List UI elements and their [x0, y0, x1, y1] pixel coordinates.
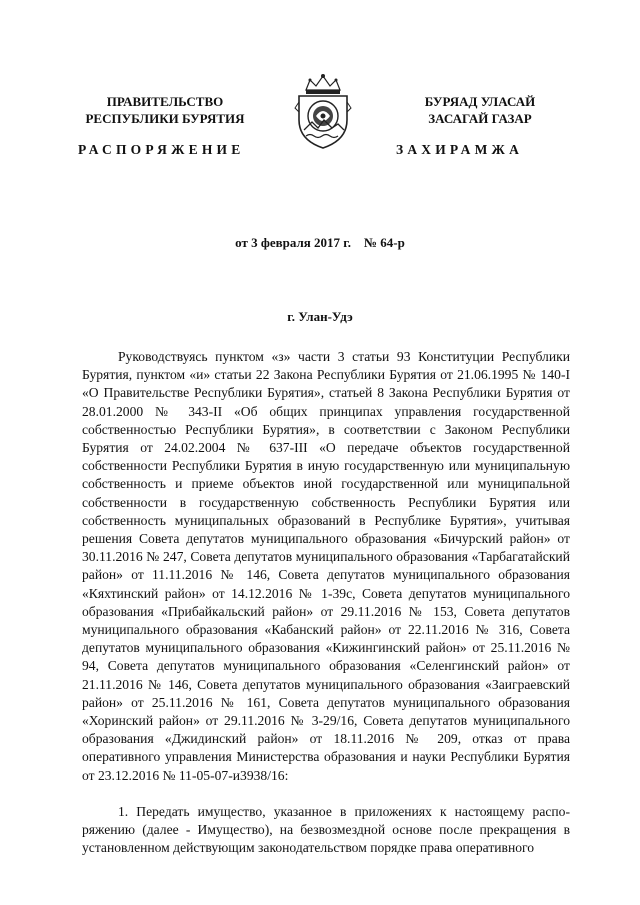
document-city: г. Улан-Удэ	[287, 309, 353, 324]
document-type-buryat: ЗАХИРАМЖА	[396, 142, 524, 157]
document-date-and-number: от 3 февраля 2017 г. № 64-р	[235, 235, 405, 250]
government-name-buryat-line-1: БУРЯАД УЛАСАЙ	[424, 94, 536, 109]
government-name-buryat	[370, 93, 590, 127]
body-paragraph-preamble: Руководствуясь пунктом «з» части 3 статьи 93 Конституции Республики Бурятия, пунктом «и» статьи 22 Закона Республики Бурятия от 21.06.1995 № 140-I «О Правительстве Республики Бурятия», статьей 8 Закона Республики Бурятия от 28.01.2000 № 343-II «Об общих принципах управления государственной собственностью Республики Бурятия», в соответствии с Законом Республики Бурятия от 24.02.2004 № 637-III «О передаче объектов государственной собственности Республики Бурятия в иную государственную или муниципальную собственность и приеме объектов иной государственной или муниципальной собственности в государственную собственность Республики Бурятия или собственность муниципальных образований в Республике Бурятия», учитывая решения Совета депутатов муниципального образования «Бичурский район» от 30.11.2016 № 247, Совета депутатов муниципального образования «Тарбагатайский район» от 11.11.2016 № 146, Совета депутатов муниципального образования «Кяхтинский район» от 14.12.2016 № 1-39с, Совета депутатов муниципального образования «Прибайкальский район» от 29.11.2016 № 153, Совета депутатов муниципального образования «Кабанский район» от 22.11.2016 № 316, Совета депутатов муниципального образования «Кижингинский район» от 25.11.2016 № 94, Совета депутатов муниципального образования «Селенгинский район» от 21.11.2016 № 146, Совета депутатов муниципального образования «Заиграевский район» от 25.11.2016 № 161, Совета депутатов муниципального образования «Хоринский район» от 29.11.2016 № 3-29/16, Совета депутатов муниципального образования «Джидинский район» от 18.11.2016 № 209, отказ от права оперативного управления Министерства образования и науки Республики Бурятия от 23.12.2016 № 11-05-07-и3938/16:	[82, 349, 570, 783]
document-body	[82, 348, 570, 857]
government-name-line-1: ПРАВИТЕЛЬСТВО	[106, 94, 224, 109]
document-type-russian: РАСПОРЯЖЕНИЕ	[78, 142, 245, 157]
government-name-russian	[55, 93, 275, 127]
government-name-buryat-line-2: ЗАСАГАЙ ГАЗАР	[428, 111, 532, 126]
coat-of-arms-icon	[294, 72, 352, 150]
government-name-line-2: РЕСПУБЛИКИ БУРЯТИЯ	[85, 111, 245, 126]
body-paragraph-item-1: 1. Передать имущество, указанное в приложениях к настоящему распоряжению (далее - Имущество), на безвозмездной основе после прекращения в установленном действующим законодательством порядке права оперативного	[82, 803, 570, 856]
